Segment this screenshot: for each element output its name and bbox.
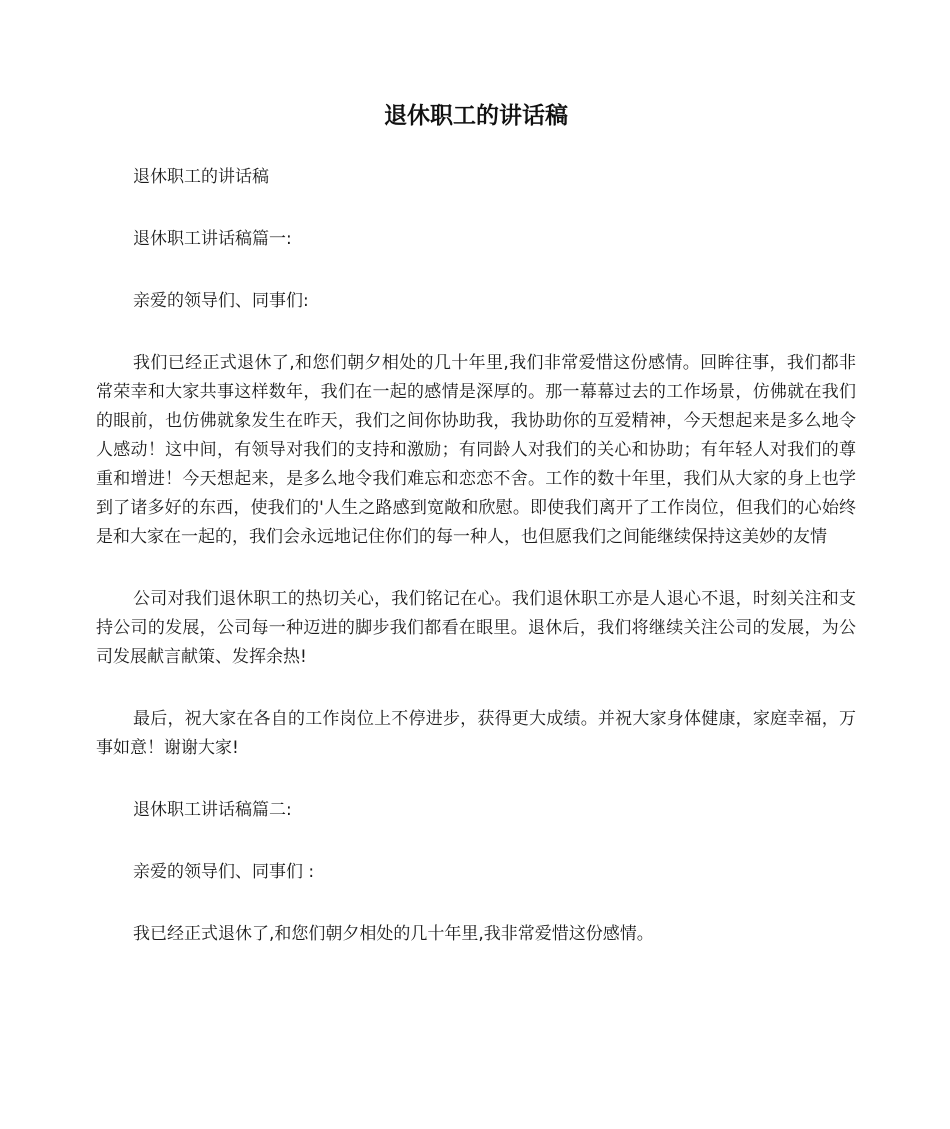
paragraph-closing-1: 最后，祝大家在各自的工作岗位上不停进步，获得更大成绩。并祝大家身体健康，家庭幸福，万事如意！谢谢大家! (96, 709, 856, 758)
document-page (96, 0, 856, 949)
paragraph-body-2: 公司对我们退休职工的热切关心，我们铭记在心。我们退休职工亦是人退心不退，时刻关注和支持公司的发展，公司每一种迈进的脚步我们都看在眼里。退休后，我们将继续关注公司的发展，为公司发展献言献策、发挥余热! (96, 589, 856, 667)
paragraph-body-3: 我已经正式退休了,和您们朝夕相处的几十年里,我非常爱惜这份感情。 (133, 924, 654, 944)
paragraph-section-heading-1: 退休职工讲话稿篇一: (133, 229, 292, 249)
paragraph-salutation-1: 亲爱的领导们、同事们: (133, 291, 309, 311)
paragraph-section-heading-2: 退休职工讲话稿篇二: (133, 800, 292, 820)
paragraph-body-1: 我们已经正式退休了,和您们朝夕相处的几十年里,我们非常爱惜这份感情。回眸往事，我们都非常荣幸和大家共事这样数年，我们在一起的感情是深厚的。那一幕幕过去的工作场景，仿佛就在我们的眼前，也仿佛就象发生在昨天，我们之间你协助我，我协助你的互爱精神，今天想起来是多么地令人感动！这中间，有领导对我们的支持和激励；有同龄人对我们的关心和协助；有年轻人对我们的尊重和增进！今天想起来，是多么地令我们难忘和恋恋不舍。工作的数十年里，我们从大家的身上也学到了诸多好的东西，使我们的'人生之路感到宽敞和欣慰。即使我们离开了工作岗位，但我们的心始终是和大家在一起的，我们会永远地记住你们的每一种人，也但愿我们之间能继续保持这美妙的友情 (96, 353, 856, 547)
document-title: 退休职工的讲话稿 (384, 103, 568, 129)
paragraph-subtitle: 退休职工的讲话稿 (133, 167, 269, 187)
paragraph-salutation-2: 亲爱的领导们、同事们 : (133, 862, 315, 882)
